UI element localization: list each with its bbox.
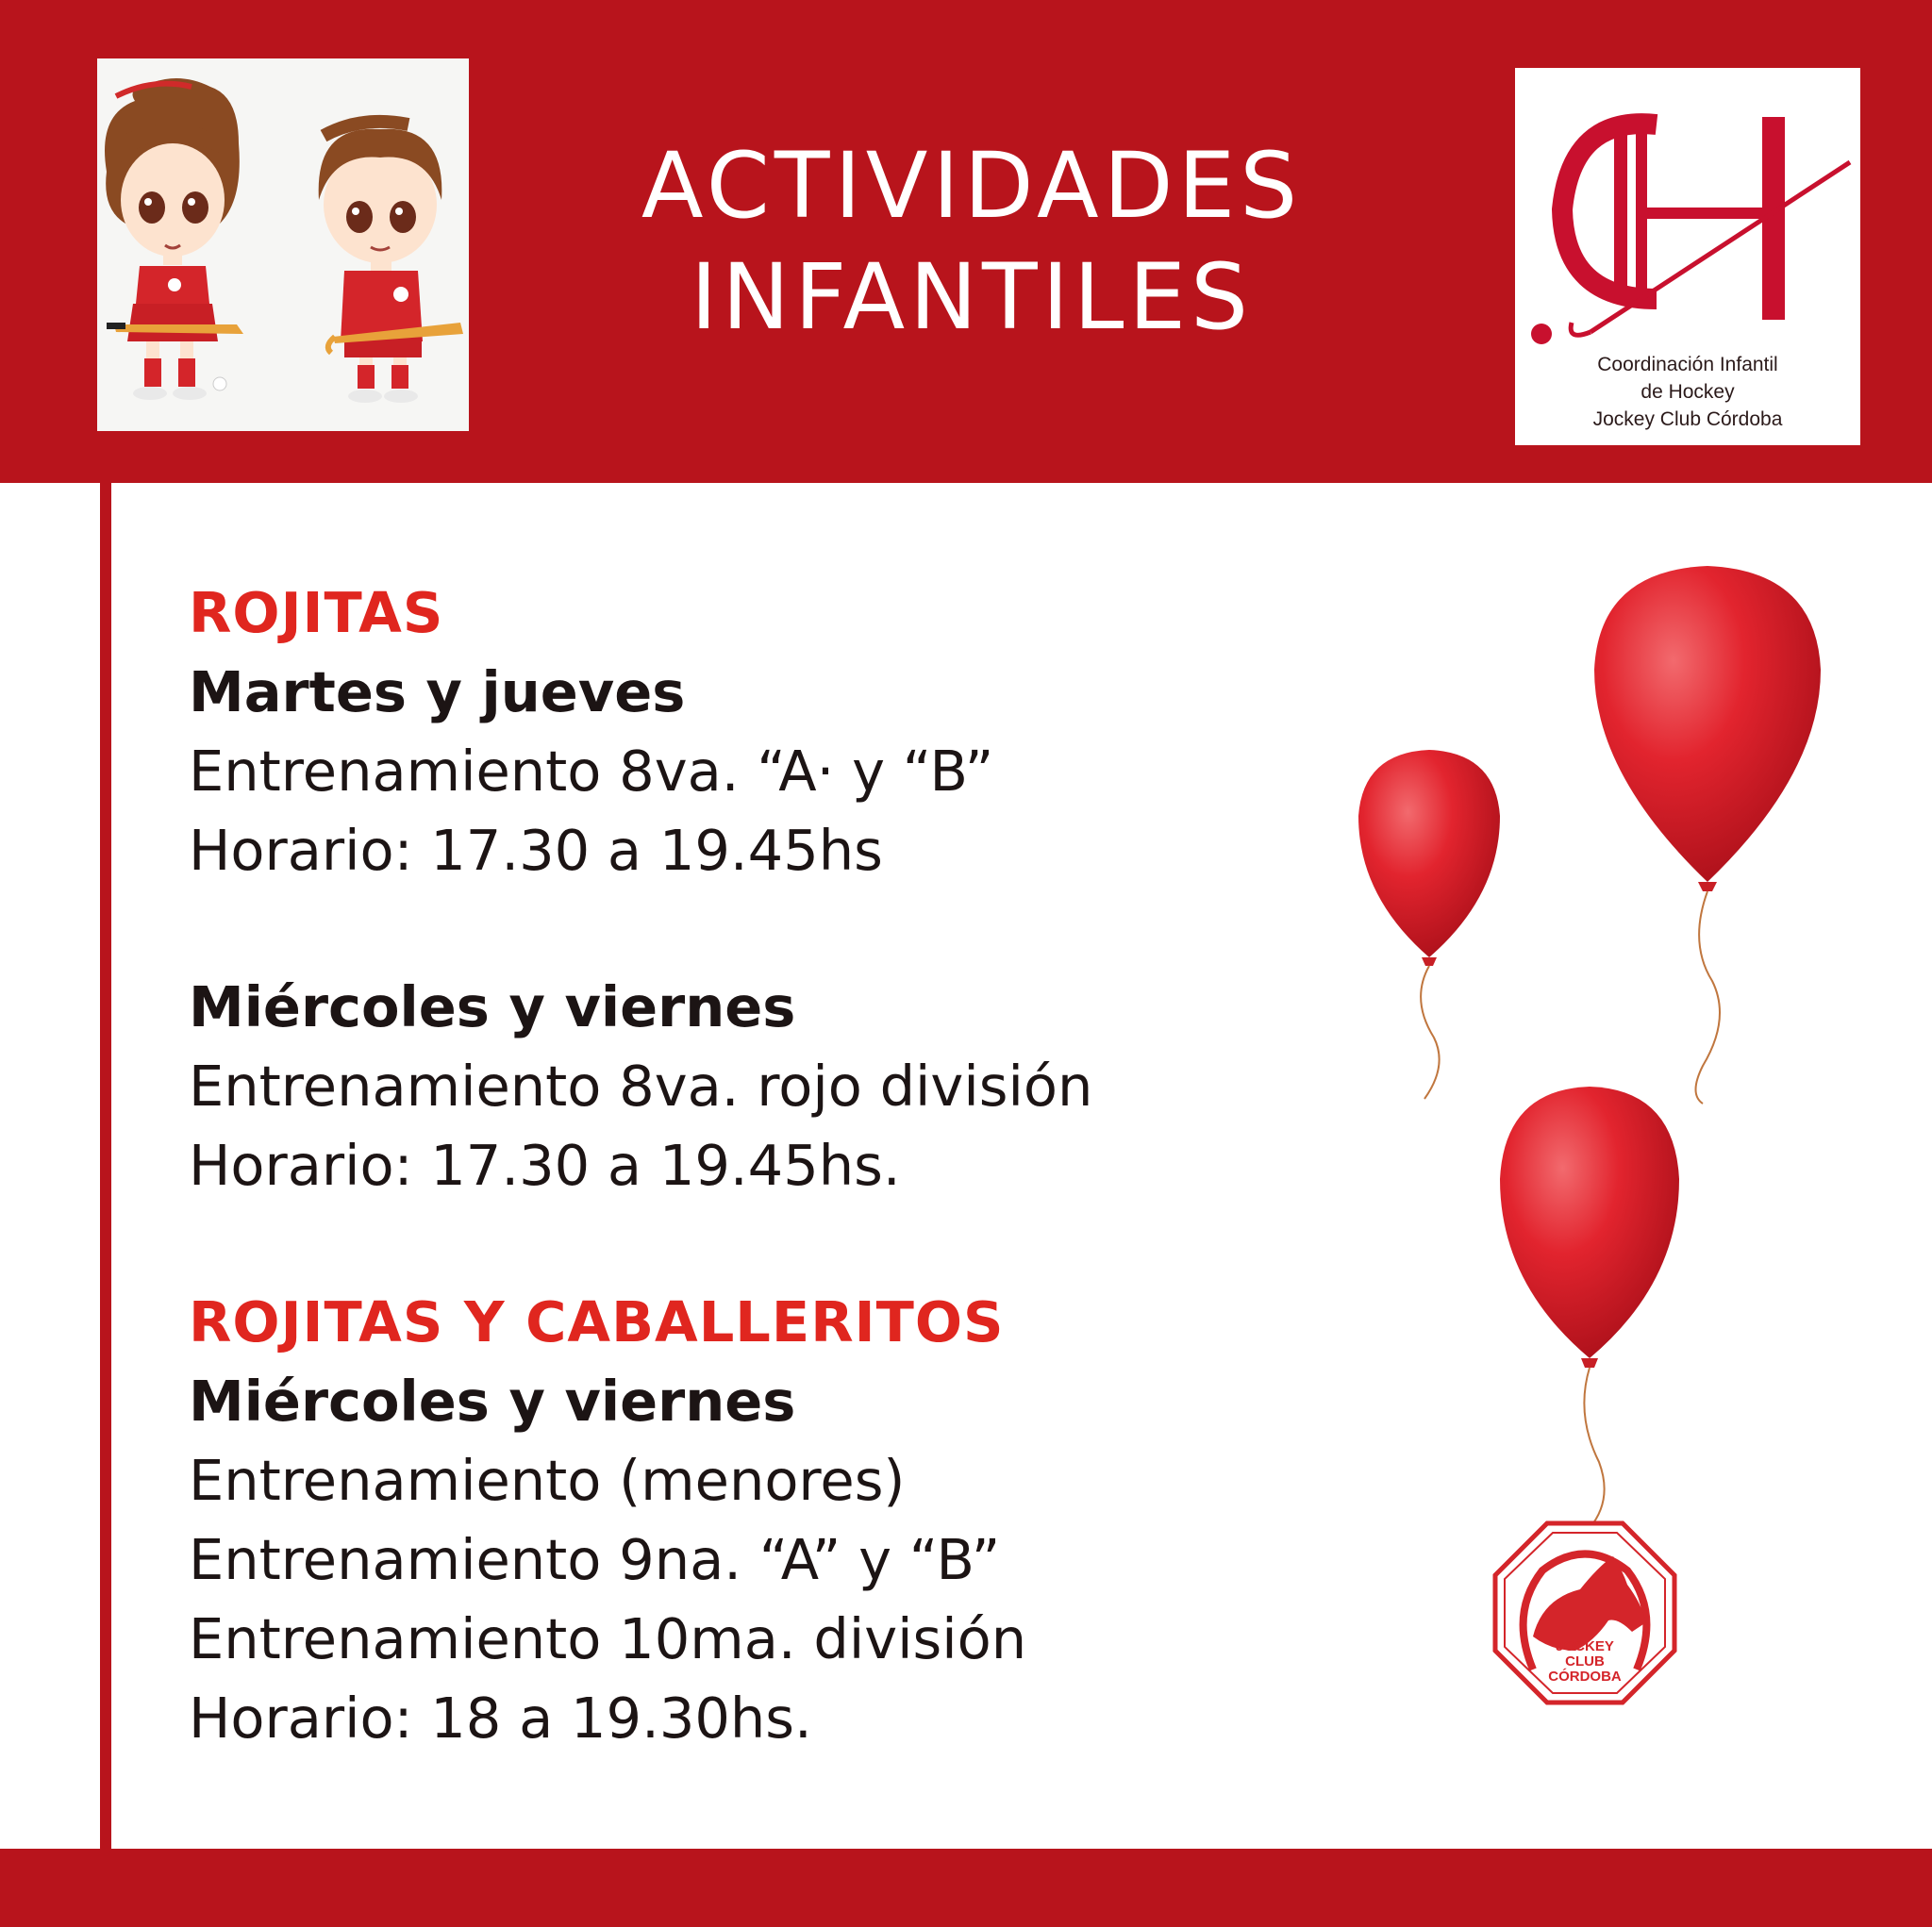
ch-monogram-icon: [1515, 68, 1860, 351]
boy-figure: [319, 122, 463, 403]
schedule-line: Entrenamiento 8va. “A· y “B”: [189, 739, 994, 804]
ch-logo: [1515, 68, 1860, 445]
schedule-line: Entrenamiento 9na. “A” y “B”: [189, 1527, 1001, 1592]
balloon-icon: [1594, 566, 1821, 1104]
balloon-icon: [1500, 1087, 1679, 1528]
balloon-icon: [1358, 750, 1500, 1099]
schedule-content: [189, 573, 1274, 1758]
emblem-line-3: CÓRDOBA: [1548, 1669, 1622, 1685]
girl-and-boy-icon: [97, 58, 469, 431]
schedule-days: Miércoles y viernes: [189, 974, 796, 1039]
girl-figure: [105, 78, 243, 400]
emblem-line-2: CLUB: [1565, 1653, 1605, 1670]
logo-caption-line-3: Jockey Club Córdoba: [1592, 408, 1783, 430]
schedule-hours: Horario: 17.30 a 19.45hs.: [189, 1133, 901, 1198]
schedule-line: Entrenamiento 10ma. división: [189, 1606, 1027, 1671]
jockey-club-emblem-icon: [1495, 1523, 1674, 1703]
schedule-hours: Horario: 17.30 a 19.45hs: [189, 818, 883, 883]
title-line-2: INFANTILES: [690, 244, 1254, 350]
schedule-hours: Horario: 18 a 19.30hs.: [189, 1686, 812, 1751]
logo-caption: [1515, 351, 1860, 433]
footer-banner: [0, 1849, 1932, 1927]
schedule-line: Entrenamiento 8va. rojo división: [189, 1054, 1093, 1119]
section-title-rojitas-y-caballeritos: ROJITAS Y CABALLERITOS: [189, 1289, 1005, 1354]
kids-hockey-illustration: [97, 58, 469, 431]
balloons-decoration: [1340, 566, 1868, 1820]
title-line-1: ACTIVIDADES: [641, 133, 1303, 239]
emblem-line-1: JOCKEY: [1556, 1638, 1614, 1654]
logo-caption-line-1: Coordinación Infantil: [1597, 354, 1778, 375]
schedule-days: Miércoles y viernes: [189, 1369, 796, 1434]
schedule-line: Entrenamiento (menores): [189, 1448, 906, 1513]
schedule-days: Martes y jueves: [189, 659, 686, 724]
left-border-rule: [100, 483, 111, 1851]
section-title-rojitas: ROJITAS: [189, 580, 444, 645]
page-title: [566, 130, 1377, 353]
logo-caption-line-2: de Hockey: [1641, 381, 1735, 403]
